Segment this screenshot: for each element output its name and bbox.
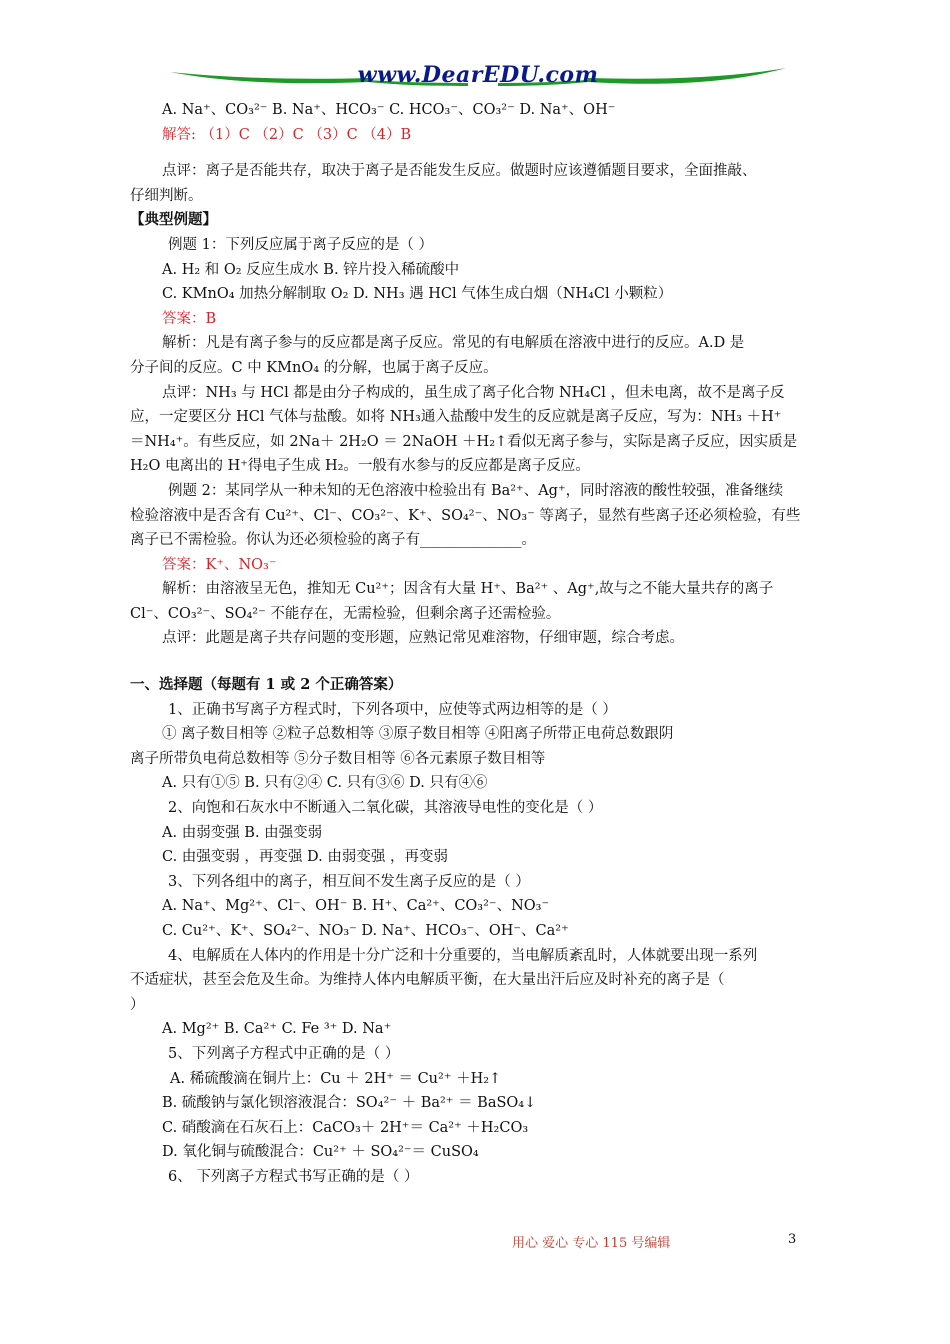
text-line: A. 由弱变强 B. 由强变弱: [162, 824, 323, 841]
text-line: C. Cu²⁺、K⁺、SO₄²⁻、NO₃⁻ D. Na⁺、HCO₃⁻、OH⁻、Ca²⁺: [162, 923, 569, 939]
text-line: Cl⁻、CO₃²⁻、SO₄²⁻ 不能存在，无需检验，但剩余离子还需检验。: [130, 605, 561, 622]
text-line: [130, 651, 830, 673]
page-footer: [0, 1232, 950, 1252]
text-line: A. Mg²⁺ B. Ca²⁺ C. Fe ³⁺ D. Na⁺: [162, 1021, 392, 1038]
text-line: 一、选择题（每题有 1 或 2 个正确答案）: [130, 676, 403, 694]
text-line: 4、电解质在人体内的作用是十分广泛和十分重要的，当电解质紊乱时，人体就要出现一系列: [168, 947, 758, 964]
page-number: 3: [788, 1232, 797, 1247]
text-line: D. 氧化铜与硫酸混合：Cu²⁺ ＋ SO₄²⁻＝ CuSO₄: [162, 1144, 479, 1161]
text-line: B. 硫酸钠与氯化钡溶液混合：SO₄²⁻ ＋ Ba²⁺ ＝ BaSO₄↓: [162, 1095, 537, 1112]
site-banner: [168, 58, 788, 98]
site-name: www.DearEDU.com: [357, 62, 599, 88]
text-line: 点评：离子是否能共存，取决于离子是否能发生反应。做题时应该遵循题目要求，全面推敲、: [162, 163, 757, 180]
text-line: H₂O 电离出的 H⁺得电子生成 H₂。一般有水参与的反应都是离子反应。: [130, 458, 590, 475]
text-line: 3、下列各组中的离子，相互间不发生离子反应的是（ ）: [168, 873, 530, 890]
footer-note: 用心 爱心 专心 115 号编辑: [512, 1236, 671, 1251]
text-line: 点评：此题是离子共存问题的变形题，应熟记常见难溶物，仔细审题，综合考虑。: [162, 630, 684, 647]
text-line: 例题 1：下列反应属于离子反应的是（ ）: [168, 236, 433, 253]
text-line: A. H₂ 和 O₂ 反应生成水 B. 锌片投入稀硫酸中: [162, 261, 460, 278]
text-line: 答案：B: [162, 310, 217, 327]
text-line: 1、正确书写离子方程式时，下列各项中，应使等式两边相等的是（ ）: [168, 701, 617, 718]
text-line: A. Na⁺、CO₃²⁻ B. Na⁺、HCO₃⁻ C. HCO₃⁻、CO₃²⁻ D. Na⁺、OH⁻: [162, 102, 616, 118]
text-line: C. 硝酸滴在石灰石上：CaCO₃＋ 2H⁺＝ Ca²⁺ ＋H₂CO₃: [162, 1119, 529, 1136]
text-line: 仔细判断。: [130, 187, 203, 204]
text-line: A. 只有①⑤ B. 只有②④ C. 只有③⑥ D. 只有④⑥: [162, 775, 488, 792]
text-line: 【典型例题】: [130, 211, 217, 229]
text-line: ）: [130, 996, 145, 1013]
text-line: 解析：凡是有离子参与的反应都是离子反应。常见的有电解质在溶液中进行的反应。A.D 是: [162, 335, 745, 352]
text-line: A. 稀硫酸滴在铜片上：Cu ＋ 2H⁺ ＝ Cu²⁺ ＋H₂↑: [170, 1070, 502, 1087]
text-line: C. 由强变弱 ，再变强 D. 由弱变强 ，再变弱: [162, 849, 448, 866]
text-line: 2、向饱和石灰水中不断通入二氧化碳，其溶液导电性的变化是（ ）: [168, 800, 603, 817]
text-line: 解答: （1）C （2）C （3）C （4）B: [162, 126, 412, 143]
text-line: ① 离子数目相等 ②粒子总数相等 ③原子数目相等 ④阳离子所带正电荷总数跟阴: [162, 726, 674, 743]
text-line: 离子所带负电荷总数相等 ⑤分子数目相等 ⑥各元素原子数目相等: [130, 750, 546, 767]
text-line: 例题 2：某同学从一种未知的无色溶液中检验出有 Ba²⁺、Ag⁺，同时溶液的酸性较强，准备继续: [168, 482, 784, 499]
document-body: [130, 98, 830, 1190]
text-line: [130, 147, 830, 159]
text-line: 5、下列离子方程式中正确的是（ ）: [168, 1045, 400, 1062]
text-line: 解析：由溶液呈无色，推知无 Cu²⁺；因含有大量 H⁺、Ba²⁺ 、Ag⁺,故与之不能大量共存的离子: [162, 581, 774, 598]
text-line: 6、 下列离子方程式书写正确的是（ ）: [168, 1168, 419, 1185]
text-line: 答案：K⁺、NO₃⁻: [162, 556, 277, 573]
text-line: 离子已不需检验。你认为还必须检验的离子有______________。: [130, 532, 536, 549]
text-line: 不适症状，甚至会危及生命。为维持人体内电解质平衡，在大量出汗后应及时补充的离子是（: [130, 972, 725, 989]
text-line: 点评：NH₃ 与 HCl 都是由分子构成的，虽生成了离子化合物 NH₄Cl ，但未电离，故不是离子反: [162, 384, 785, 401]
text-line: C. KMnO₄ 加热分解制取 O₂ D. NH₃ 遇 HCl 气体生成白烟（NH₄Cl 小颗粒）: [162, 286, 673, 303]
text-line: 检验溶液中是否含有 Cu²⁺、Cl⁻、CO₃²⁻、K⁺、SO₄²⁻、NO₃⁻ 等离子，显然有些离子还必须检验，有些: [130, 507, 801, 524]
text-line: ＝NH₄⁺。有些反应，如 2Na＋ 2H₂O ＝ 2NaOH ＋H₂↑看似无离子参与，实际是离子反应，因实质是: [130, 433, 798, 450]
text-line: A. Na⁺、Mg²⁺、Cl⁻、OH⁻ B. H⁺、Ca²⁺、CO₃²⁻、NO₃⁻: [162, 898, 550, 915]
text-line: 应，一定要区分 HCl 气体与盐酸。如将 NH₃通入盐酸中发生的反应就是离子反应，写为：NH₃ ＋H⁺: [130, 409, 782, 426]
text-line: 分子间的反应。C 中 KMnO₄ 的分解，也属于离子反应。: [130, 359, 498, 376]
